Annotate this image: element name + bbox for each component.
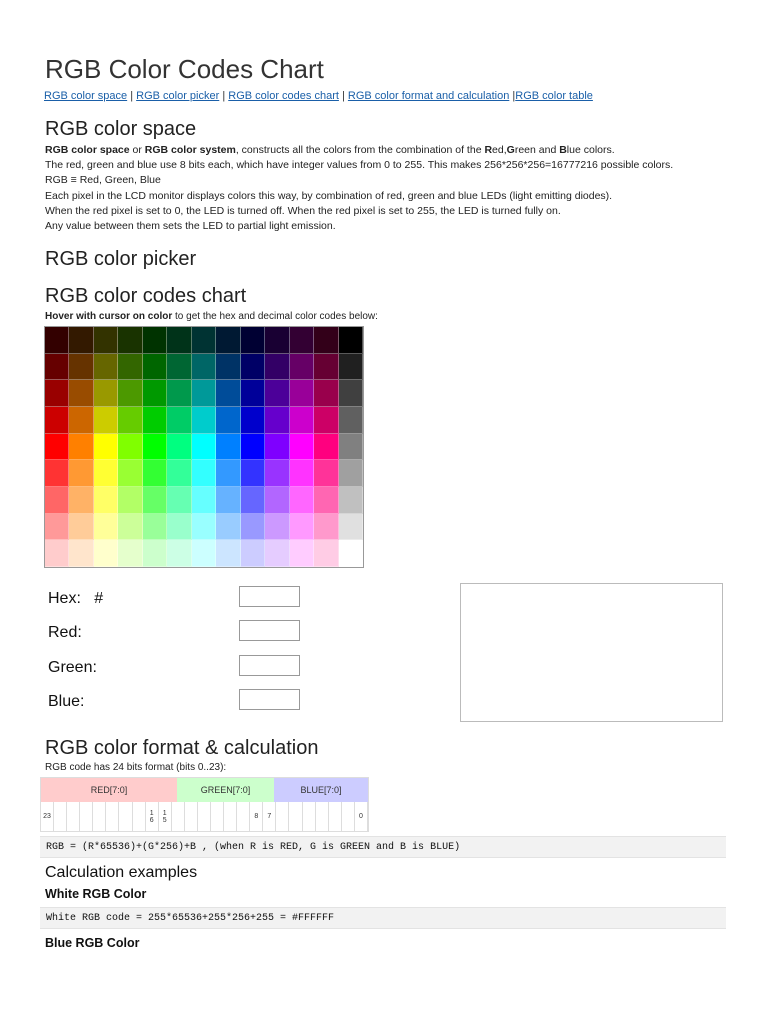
color-swatch[interactable] [314, 487, 338, 514]
color-swatch[interactable] [45, 487, 69, 514]
color-swatch[interactable] [94, 514, 118, 541]
bit-cell: 1 5 [159, 802, 172, 831]
bit-cell [224, 802, 237, 831]
color-swatch[interactable] [314, 380, 338, 407]
section-heading-codes-chart: RGB color codes chart [45, 285, 247, 307]
color-swatch[interactable] [118, 354, 142, 381]
color-swatch[interactable] [265, 327, 289, 354]
color-swatch[interactable] [314, 407, 338, 434]
color-swatch[interactable] [143, 327, 167, 354]
color-swatch[interactable] [69, 460, 93, 487]
color-swatch[interactable] [216, 487, 240, 514]
color-swatch[interactable] [167, 487, 191, 514]
color-swatch[interactable] [216, 434, 240, 461]
color-space-line: The red, green and blue use 8 bits each, which have integer values from 0 to 255. This makes 256*256*256=16777216 possible colors. [45, 159, 674, 172]
formula-code: RGB = (R*65536)+(G*256)+B , (when R is RED, G is GREEN and B is BLUE) [40, 836, 726, 858]
bit-cell: 8 [250, 802, 263, 831]
bit-cell [276, 802, 289, 831]
color-swatch[interactable] [192, 460, 216, 487]
color-space-line: Any value between them sets the LED to partial light emission. [45, 220, 336, 233]
color-space-line: RGB ≡ Red, Green, Blue [45, 174, 161, 187]
color-swatch[interactable] [241, 380, 265, 407]
white-code: White RGB code = 255*65536+255*256+255 = #FFFFFF [40, 907, 726, 929]
hex-label: Hex: # [48, 590, 104, 607]
color-swatch[interactable] [216, 540, 240, 567]
color-swatch[interactable] [192, 514, 216, 541]
green-label: Green: [48, 659, 97, 676]
color-swatch[interactable] [118, 380, 142, 407]
color-swatch[interactable] [94, 434, 118, 461]
color-swatch[interactable] [143, 514, 167, 541]
color-swatch[interactable] [69, 434, 93, 461]
white-color-heading: White RGB Color [45, 887, 147, 901]
color-swatch[interactable] [94, 380, 118, 407]
color-swatch[interactable] [339, 380, 363, 407]
color-swatch[interactable] [339, 460, 363, 487]
hex-input[interactable] [239, 586, 300, 607]
link-rgb-color-table[interactable]: RGB color table [515, 90, 593, 102]
color-swatch[interactable] [241, 354, 265, 381]
color-swatch[interactable] [290, 354, 314, 381]
green-bits-header: GREEN[7:0] [177, 778, 274, 802]
color-swatch[interactable] [290, 380, 314, 407]
color-swatch[interactable] [216, 327, 240, 354]
section-heading-color-space: RGB color space [45, 118, 197, 140]
color-swatch[interactable] [241, 407, 265, 434]
bit-format-table [40, 777, 369, 832]
color-swatch-grid [44, 326, 364, 568]
green-input[interactable] [239, 655, 300, 676]
blue-color-heading: Blue RGB Color [45, 936, 140, 950]
color-swatch[interactable] [192, 434, 216, 461]
color-swatch[interactable] [339, 434, 363, 461]
section-heading-color-picker: RGB color picker [45, 248, 197, 270]
color-swatch[interactable] [69, 514, 93, 541]
color-swatch[interactable] [339, 354, 363, 381]
bit-cell: 7 [263, 802, 276, 831]
color-swatch[interactable] [94, 487, 118, 514]
color-swatch[interactable] [265, 407, 289, 434]
bit-cell [316, 802, 329, 831]
hover-instruction: Hover with cursor on color to get the hex and decimal color codes below: [45, 311, 378, 322]
color-swatch[interactable] [192, 540, 216, 567]
color-space-paragraph [45, 143, 745, 234]
bit-cell [237, 802, 250, 831]
link-rgb-color-codes-chart[interactable]: RGB color codes chart [228, 90, 339, 102]
red-input[interactable] [239, 620, 300, 641]
bits-note: RGB code has 24 bits format (bits 0..23): [45, 762, 227, 773]
page-title: RGB Color Codes Chart [45, 54, 324, 84]
color-swatch[interactable] [69, 354, 93, 381]
bit-cell [80, 802, 93, 831]
color-swatch[interactable] [143, 434, 167, 461]
color-swatch[interactable] [290, 407, 314, 434]
color-swatch[interactable] [314, 460, 338, 487]
color-swatch[interactable] [339, 540, 363, 567]
color-swatch[interactable] [94, 540, 118, 567]
bit-cell: 1 6 [146, 802, 159, 831]
color-swatch[interactable] [314, 434, 338, 461]
color-swatch[interactable] [118, 487, 142, 514]
bit-cell [211, 802, 224, 831]
color-swatch[interactable] [216, 407, 240, 434]
color-swatch[interactable] [94, 327, 118, 354]
color-swatch[interactable] [290, 487, 314, 514]
color-swatch[interactable] [314, 327, 338, 354]
bit-cell [119, 802, 132, 831]
color-swatch[interactable] [192, 487, 216, 514]
color-swatch[interactable] [143, 460, 167, 487]
color-swatch[interactable] [241, 460, 265, 487]
color-swatch[interactable] [339, 514, 363, 541]
color-space-line: Each pixel in the LCD monitor displays colors this way, by combination of red, green and blue LEDs (light emitting diodes). [45, 189, 613, 202]
blue-bits-header: BLUE[7:0] [274, 778, 368, 802]
color-swatch[interactable] [339, 487, 363, 514]
nav-links: RGB color space | RGB color picker | RGB color codes chart | RGB color format and calculation |RGB color table [44, 90, 593, 102]
color-swatch[interactable] [241, 540, 265, 567]
color-swatch[interactable] [118, 407, 142, 434]
color-swatch[interactable] [192, 407, 216, 434]
color-swatch[interactable] [45, 327, 69, 354]
color-swatch[interactable] [241, 327, 265, 354]
red-label: Red: [48, 624, 82, 641]
color-swatch[interactable] [118, 434, 142, 461]
color-swatch[interactable] [216, 354, 240, 381]
color-swatch[interactable] [265, 540, 289, 567]
color-swatch[interactable] [314, 354, 338, 381]
bit-cell: 0 [355, 802, 368, 831]
link-rgb-color-space[interactable]: RGB color space [44, 90, 128, 102]
color-swatch[interactable] [216, 380, 240, 407]
calc-examples-heading: Calculation examples [45, 864, 198, 881]
color-swatch[interactable] [45, 460, 69, 487]
color-swatch[interactable] [45, 407, 69, 434]
color-swatch[interactable] [265, 380, 289, 407]
bit-cell [172, 802, 185, 831]
bit-cell [133, 802, 146, 831]
color-swatch[interactable] [192, 327, 216, 354]
color-swatch[interactable] [265, 460, 289, 487]
color-swatch[interactable] [192, 380, 216, 407]
color-space-line: When the red pixel is set to 0, the LED is turned off. When the red pixel is set to 255, the LED is turned fully on. [45, 204, 561, 217]
color-swatch[interactable] [339, 327, 363, 354]
blue-input[interactable] [239, 689, 300, 710]
color-swatch[interactable] [167, 434, 191, 461]
color-swatch[interactable] [290, 514, 314, 541]
color-swatch[interactable] [45, 354, 69, 381]
color-swatch[interactable] [265, 487, 289, 514]
color-swatch[interactable] [167, 460, 191, 487]
color-swatch[interactable] [290, 540, 314, 567]
color-swatch[interactable] [167, 514, 191, 541]
blue-label: Blue: [48, 693, 85, 710]
color-swatch[interactable] [45, 514, 69, 541]
color-swatch[interactable] [118, 460, 142, 487]
link-rgb-color-picker[interactable]: RGB color picker [136, 90, 220, 102]
color-swatch[interactable] [290, 327, 314, 354]
bit-cell: 23 [41, 802, 54, 831]
bit-cells-row [41, 802, 368, 831]
color-swatch[interactable] [69, 487, 93, 514]
color-swatch[interactable] [192, 354, 216, 381]
color-swatch[interactable] [241, 487, 265, 514]
color-swatch[interactable] [265, 514, 289, 541]
color-swatch[interactable] [314, 540, 338, 567]
color-swatch[interactable] [69, 380, 93, 407]
section-heading-format: RGB color format & calculation [45, 737, 319, 759]
color-swatch[interactable] [118, 540, 142, 567]
color-preview-box [460, 583, 723, 722]
color-swatch[interactable] [118, 514, 142, 541]
color-swatch[interactable] [45, 540, 69, 567]
color-swatch[interactable] [143, 487, 167, 514]
color-swatch[interactable] [241, 514, 265, 541]
color-swatch[interactable] [45, 434, 69, 461]
color-swatch[interactable] [167, 380, 191, 407]
color-swatch[interactable] [94, 460, 118, 487]
bit-cell [342, 802, 355, 831]
color-swatch[interactable] [167, 354, 191, 381]
color-swatch[interactable] [69, 327, 93, 354]
bit-cell [198, 802, 211, 831]
color-swatch[interactable] [290, 460, 314, 487]
bit-cell [106, 802, 119, 831]
color-swatch[interactable] [167, 407, 191, 434]
color-swatch[interactable] [69, 407, 93, 434]
color-swatch[interactable] [265, 354, 289, 381]
color-swatch[interactable] [167, 540, 191, 567]
color-swatch[interactable] [290, 434, 314, 461]
red-bits-header: RED[7:0] [41, 778, 177, 802]
bit-cell [93, 802, 106, 831]
color-swatch[interactable] [265, 434, 289, 461]
color-swatch[interactable] [45, 380, 69, 407]
color-swatch[interactable] [94, 354, 118, 381]
color-swatch[interactable] [143, 380, 167, 407]
color-space-line-1: RGB color space or RGB color system, constructs all the colors from the combination of the Red,Green and Blue colors. [45, 144, 615, 156]
color-swatch[interactable] [94, 407, 118, 434]
bit-cell [289, 802, 302, 831]
color-swatch[interactable] [314, 514, 338, 541]
link-rgb-format-calculation[interactable]: RGB color format and calculation [347, 90, 510, 102]
color-swatch[interactable] [216, 514, 240, 541]
color-swatch[interactable] [143, 407, 167, 434]
color-swatch[interactable] [143, 354, 167, 381]
color-swatch[interactable] [118, 327, 142, 354]
bit-cell [185, 802, 198, 831]
color-swatch[interactable] [241, 434, 265, 461]
color-swatch[interactable] [167, 327, 191, 354]
bit-cell [54, 802, 67, 831]
bit-cell [329, 802, 342, 831]
color-swatch[interactable] [216, 460, 240, 487]
color-swatch[interactable] [339, 407, 363, 434]
color-swatch[interactable] [69, 540, 93, 567]
bit-cell [67, 802, 80, 831]
bit-cell [303, 802, 316, 831]
color-swatch[interactable] [143, 540, 167, 567]
